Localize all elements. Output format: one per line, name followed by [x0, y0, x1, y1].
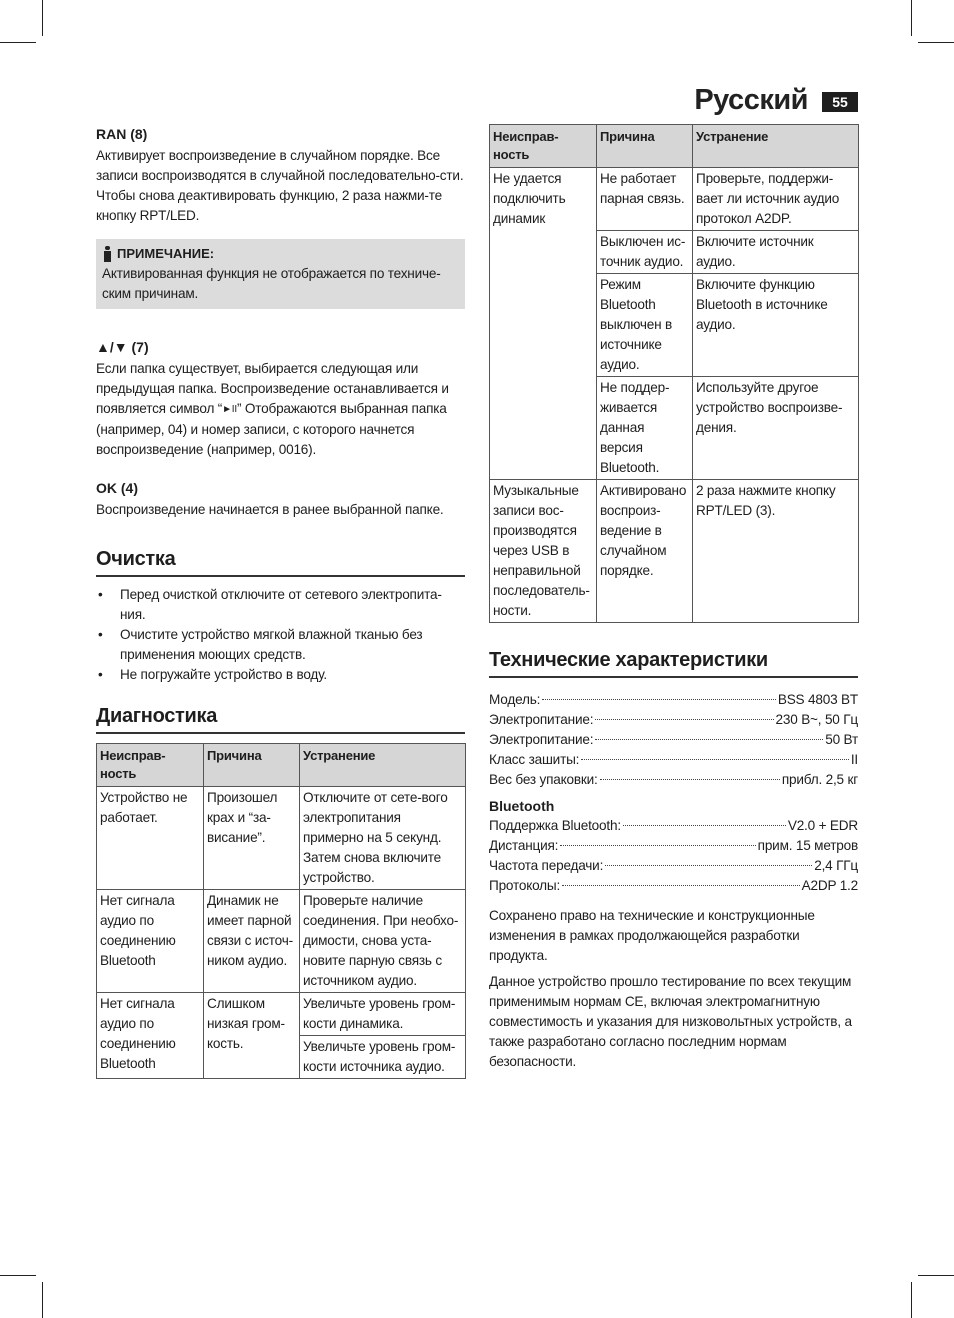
ok-text: Воспроизведение начинается в ранее выбранной папке.	[96, 502, 444, 517]
info-icon	[102, 246, 113, 262]
diagnostics-table	[96, 743, 466, 1079]
updown-title: ▲/▼ (7)	[96, 339, 149, 355]
cell-fault: Музыкальные записи вос-производятся через USB в неправильной последователь-ности.	[490, 480, 597, 623]
cell-cause: Активировано воспроиз-ведение в случайном порядке.	[597, 480, 693, 623]
cell-fix: Включите источник аудио.	[693, 231, 859, 274]
ran-text: Активирует воспроизведение в случайном порядке. Все записи воспроизводятся в случайной последовательно-сти. Чтобы снова деактивировать функцию, 2 раза нажми-те кнопку RPT/LED.	[96, 148, 464, 223]
cleaning-section	[96, 546, 465, 685]
note-text: Активированная функция не отображается по техниче-ским причинам.	[102, 266, 441, 301]
specs-heading: Технические характеристики	[489, 647, 858, 678]
cell-cause: Динамик не имеет парной связи с источ-ником аудио.	[204, 890, 300, 993]
cell-cause: Не поддер-живается данная версия Bluetooth.	[597, 377, 693, 480]
spec-label: Модель:	[489, 692, 541, 707]
spec-label: Поддержка Bluetooth:	[489, 818, 621, 833]
crop-mark	[911, 0, 912, 36]
spec-value: II	[850, 752, 858, 767]
diagnostics-table-continued	[489, 124, 859, 623]
cell-cause: Произошел крах и “за-висание”.	[204, 787, 300, 890]
list-item: • Не погружайте устройство в воду.	[96, 665, 465, 685]
crop-mark	[911, 1282, 912, 1318]
cell-fault: Нет сигнала аудио по соединению Bluetooth	[97, 993, 204, 1079]
conformity-text: Данное устройство прошло тестирование по всех текущим применимым нормам CE, включая электромагнитную совместимость и указания для низковольтных устройств, а также разработано согласно последним нормам безопасности.	[489, 974, 852, 1069]
ran-title: RAN (8)	[96, 126, 148, 142]
crop-mark	[42, 1282, 43, 1318]
play-pause-icon: ►II	[222, 404, 237, 415]
cell-fix: Проверьте наличие соединения. При необхо-димости, снова уста-новите парную связь с источником аудио.	[300, 890, 466, 993]
language-title: Русский	[694, 84, 808, 116]
spec-row	[489, 730, 858, 750]
spec-row	[489, 750, 858, 770]
spec-label: Вес без упаковки:	[489, 772, 598, 787]
table-row	[97, 993, 466, 1036]
spec-row	[489, 690, 858, 710]
spec-value: 50 Вт	[825, 732, 858, 747]
spec-label: Частота передачи:	[489, 858, 604, 873]
cell-fix: 2 раза нажмите кнопку RPT/LED (3).	[693, 480, 859, 623]
header-fix: Устранение	[300, 744, 466, 787]
left-column	[96, 124, 465, 1079]
spec-value: прибл. 2,5 кг	[781, 772, 858, 787]
spec-value: A2DP 1.2	[801, 878, 858, 893]
spec-row	[489, 876, 858, 896]
note-title: ПРИМЕЧАНИЕ:	[117, 246, 215, 261]
spec-label: Класс зашиты:	[489, 752, 580, 767]
spec-row	[489, 836, 858, 856]
spec-label: Электропитание:	[489, 732, 594, 747]
header-cause: Причина	[204, 744, 300, 787]
updown-text-before: Если папка существует, выбирается следующая или предыдущая папка. Воспроизведение останавливается и появляется символ “	[96, 361, 449, 416]
crop-mark	[0, 1275, 36, 1276]
spec-row	[489, 770, 858, 790]
cell-fix: Увеличьте уровень гром-кости динамика.	[300, 993, 466, 1036]
spec-row	[489, 710, 858, 730]
spec-value: BSS 4803 BT	[777, 692, 858, 707]
table-row	[97, 890, 466, 993]
crop-mark	[42, 0, 43, 36]
table-header-row	[97, 744, 466, 787]
bluetooth-title: Bluetooth	[489, 798, 555, 814]
spec-value: 2,4 ГГц	[814, 858, 858, 873]
cell-fault: Нет сигнала аудио по соединению Bluetooth	[97, 890, 204, 993]
updown-text-after: ” Отображаются выбранная папка (например, 04) и номер записи, с которого начнется воспроизведение (например, 0016).	[96, 401, 447, 457]
right-column	[489, 124, 858, 1072]
cleaning-heading: Очистка	[96, 546, 465, 577]
header-fault: Неисправ-ность	[97, 744, 204, 787]
crop-mark	[918, 1275, 954, 1276]
cell-cause: Режим Bluetooth выключен в источнике аудио.	[597, 274, 693, 377]
updown-text	[96, 359, 465, 460]
table-row	[97, 787, 466, 890]
specs-section	[489, 647, 858, 1072]
cell-fix: Включите функцию Bluetooth в источнике аудио.	[693, 274, 859, 377]
spec-label: Электропитание:	[489, 712, 594, 727]
diagnostics-heading: Диагностика	[96, 703, 465, 734]
table-row	[490, 480, 859, 623]
ok-title: OK (4)	[96, 480, 138, 496]
specs-list	[489, 690, 858, 790]
cleaning-list	[96, 585, 465, 685]
diagnostics-section	[96, 703, 465, 1079]
cell-fault: Не удается подключить динамик	[490, 168, 597, 480]
cell-cause: Не работает парная связь.	[597, 168, 693, 231]
spec-value: прим. 15 метров	[757, 838, 858, 853]
table-header-row	[490, 125, 859, 168]
cell-fix: Используйте другое устройство воспроизве-дения.	[693, 377, 859, 480]
list-item: • Перед очисткой отключите от сетевого электропита-ния.	[96, 585, 465, 625]
header-fault: Неисправ-ность	[490, 125, 597, 168]
note-box	[96, 239, 465, 309]
spec-value: V2.0 + EDR	[787, 818, 858, 833]
cell-fix: Увеличьте уровень гром-кости источника аудио.	[300, 1036, 466, 1079]
cell-fix: Отключите от сете-вого электропитания примерно на 5 секунд. Затем снова включите устройство.	[300, 787, 466, 890]
header-fix: Устранение	[693, 125, 859, 168]
spec-row	[489, 816, 858, 836]
table-row	[490, 168, 859, 231]
rights-text: Сохранено право на технические и конструкционные изменения в рамках продолжающейся разработки продукта.	[489, 908, 815, 963]
note-header	[102, 244, 459, 264]
spec-label: Дистанция:	[489, 838, 559, 853]
cell-fault: Устройство не работает.	[97, 787, 204, 890]
header-cause: Причина	[597, 125, 693, 168]
cell-cause: Выключен ис-точник аудио.	[597, 231, 693, 274]
crop-mark	[918, 42, 954, 43]
page-number: 55	[822, 92, 858, 112]
spec-value: 230 В~, 50 Гц	[775, 712, 858, 727]
spec-row	[489, 856, 858, 876]
cell-fix: Проверьте, поддержи-вает ли источник аудио протокол A2DP.	[693, 168, 859, 231]
crop-mark	[0, 42, 36, 43]
cell-cause: Слишком низкая гром-кость.	[204, 993, 300, 1079]
list-item: • Очистите устройство мягкой влажной тканью без применения моющих средств.	[96, 625, 465, 665]
spec-label: Протоколы:	[489, 878, 561, 893]
bluetooth-specs-list	[489, 816, 858, 896]
